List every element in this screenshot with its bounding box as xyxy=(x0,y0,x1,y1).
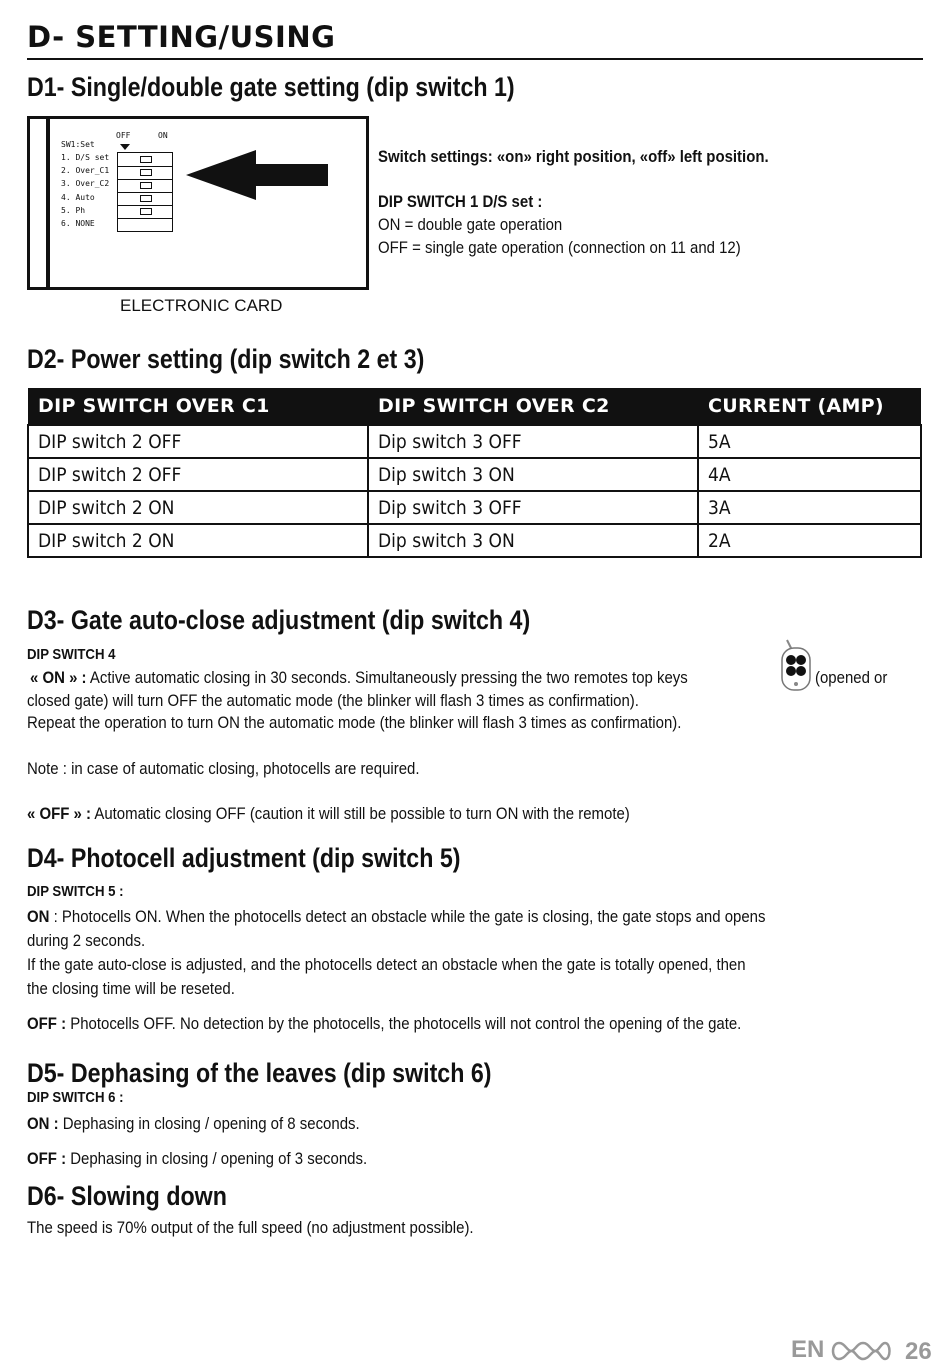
off-label: OFF : xyxy=(27,1014,67,1033)
table-cell: DIP switch 2 ON xyxy=(28,524,368,557)
table-row xyxy=(28,458,921,491)
d3-on-line-1 xyxy=(30,666,688,689)
d3-off-line xyxy=(27,802,630,825)
d4-on-line-3: If the gate auto-close is adjusted, and the photocells detect an obstacle when the gate is totally opened, then xyxy=(27,955,746,974)
table-row xyxy=(28,491,921,524)
d5-heading: D5- Dephasing of the leaves (dip switch 6) xyxy=(27,1058,492,1088)
page-number: 26 xyxy=(905,1338,932,1365)
remote-control-icon xyxy=(779,638,813,694)
dip-switch-knob xyxy=(140,208,152,215)
dip-switch-knob xyxy=(140,169,152,176)
d3-heading: D3- Gate auto-close adjustment (dip switch 4) xyxy=(27,605,531,635)
table-cell: DIP switch 2 OFF xyxy=(28,425,368,458)
d2-heading: D2- Power setting (dip switch 2 et 3) xyxy=(27,344,425,374)
dip-switch-knob xyxy=(140,195,152,202)
sw-row-label: 4. Auto xyxy=(61,193,95,202)
dip-switch-slot xyxy=(118,166,172,180)
d4-on-line-2: during 2 seconds. xyxy=(27,931,146,950)
sw-row-label: 2. Over_C1 xyxy=(61,166,110,175)
dip-switch-knob xyxy=(140,182,152,189)
d4-off-text: Photocells OFF. No detection by the photocells, the photocells will not control the opening of the gate. xyxy=(70,1014,742,1033)
table-header-cell: DIP SWITCH OVER C1 xyxy=(28,388,368,425)
table-cell: 2A xyxy=(698,524,921,557)
switch-settings-text: Switch settings: «on» right position, «off» left position. xyxy=(378,147,769,166)
table-cell: Dip switch 3 ON xyxy=(368,524,698,557)
d1-heading: D1- Single/double gate setting (dip switch 1) xyxy=(27,72,515,102)
table-cell: 3A xyxy=(698,491,921,524)
page-title: D- SETTING/USING xyxy=(27,20,336,54)
table-cell: Dip switch 3 OFF xyxy=(368,425,698,458)
brand-logo-icon xyxy=(829,1340,893,1362)
d3-on-text-cont: (opened or xyxy=(815,668,888,687)
d4-off-line xyxy=(27,1012,741,1035)
d5-on-line xyxy=(27,1112,360,1135)
d3-on-text: Active automatic closing in 30 seconds. Simultaneously pressing the two remotes top keys xyxy=(89,668,688,687)
d3-off-text: Automatic closing OFF (caution it will still be possible to turn ON with the remote) xyxy=(94,804,630,823)
table-header-row xyxy=(28,388,921,425)
table-cell: Dip switch 3 ON xyxy=(368,458,698,491)
d4-on-line-1 xyxy=(27,905,765,928)
d4-heading: D4- Photocell adjustment (dip switch 5) xyxy=(27,843,461,873)
table-cell: 4A xyxy=(698,458,921,491)
sw-row-label: 5. Ph xyxy=(61,206,86,215)
sw-col-off: OFF xyxy=(116,131,131,140)
arrow-left-head-icon xyxy=(186,150,256,200)
d3-note: Note : in case of automatic closing, photocells are required. xyxy=(27,759,420,778)
dip-switch-slot xyxy=(118,192,172,206)
dip1-off-line: OFF = single gate operation (connection on 11 and 12) xyxy=(378,238,741,257)
dip1-heading: DIP SWITCH 1 D/S set : xyxy=(378,192,543,211)
on-label: ON : xyxy=(27,1114,59,1133)
arrow-left-icon xyxy=(254,164,328,186)
table-row xyxy=(28,524,921,557)
d5-off-line xyxy=(27,1147,367,1170)
off-label: « OFF » : xyxy=(27,804,92,823)
d5-on-text: Dephasing in closing / opening of 8 seconds. xyxy=(62,1114,360,1133)
table-cell: DIP switch 2 OFF xyxy=(28,458,368,491)
table-cell: Dip switch 3 OFF xyxy=(368,491,698,524)
d3-on-line-3: Repeat the operation to turn ON the automatic mode (the blinker will flash 3 times as confirmation). xyxy=(27,713,682,732)
title-divider xyxy=(27,58,923,60)
d3-on-line-2: closed gate) will turn OFF the automatic mode (the blinker will flash 3 times as confirmation). xyxy=(27,691,639,710)
table-header-cell: DIP SWITCH OVER C2 xyxy=(368,388,698,425)
dip5-label: DIP SWITCH 5 : xyxy=(27,883,124,900)
dip4-label: DIP SWITCH 4 xyxy=(27,646,116,663)
d4-on-text: : Photocells ON. When the photocells detect an obstacle while the gate is closing, the gate stops and opens xyxy=(53,907,766,926)
power-setting-table xyxy=(27,388,922,558)
d5-off-text: Dephasing in closing / opening of 3 seconds. xyxy=(70,1149,368,1168)
dip6-label: DIP SWITCH 6 : xyxy=(27,1089,124,1106)
dip1-on-line: ON = double gate operation xyxy=(378,215,563,234)
card-caption: ELECTRONIC CARD xyxy=(120,296,283,315)
sw-heading: SW1:Set xyxy=(61,140,95,149)
sw-row-label: 6. NONE xyxy=(61,219,95,228)
d6-text: The speed is 70% output of the full speed (no adjustment possible). xyxy=(27,1218,474,1237)
table-cell: 5A xyxy=(698,425,921,458)
on-label: ON xyxy=(27,907,50,926)
on-label: « ON » : xyxy=(30,668,87,687)
dip-switch-block xyxy=(117,152,173,232)
table-row xyxy=(28,425,921,458)
dip-switch-knob xyxy=(140,156,152,163)
sw-row-label: 1. D/S set xyxy=(61,153,110,162)
d4-on-line-4: the closing time will be reseted. xyxy=(27,979,235,998)
sw-col-on: ON xyxy=(158,131,168,140)
dip-switch-slot xyxy=(118,205,172,219)
card-edge-strip xyxy=(46,119,50,287)
table-cell: DIP switch 2 ON xyxy=(28,491,368,524)
off-label: OFF : xyxy=(27,1149,67,1168)
footer-language: EN xyxy=(791,1336,825,1363)
table-header-cell: CURRENT (AMP) xyxy=(698,388,921,425)
dip-switch-slot xyxy=(118,153,172,167)
dip-switch-slot xyxy=(118,179,172,193)
d6-heading: D6- Slowing down xyxy=(27,1181,227,1211)
triangle-down-icon xyxy=(120,144,130,150)
sw-row-label: 3. Over_C2 xyxy=(61,179,110,188)
